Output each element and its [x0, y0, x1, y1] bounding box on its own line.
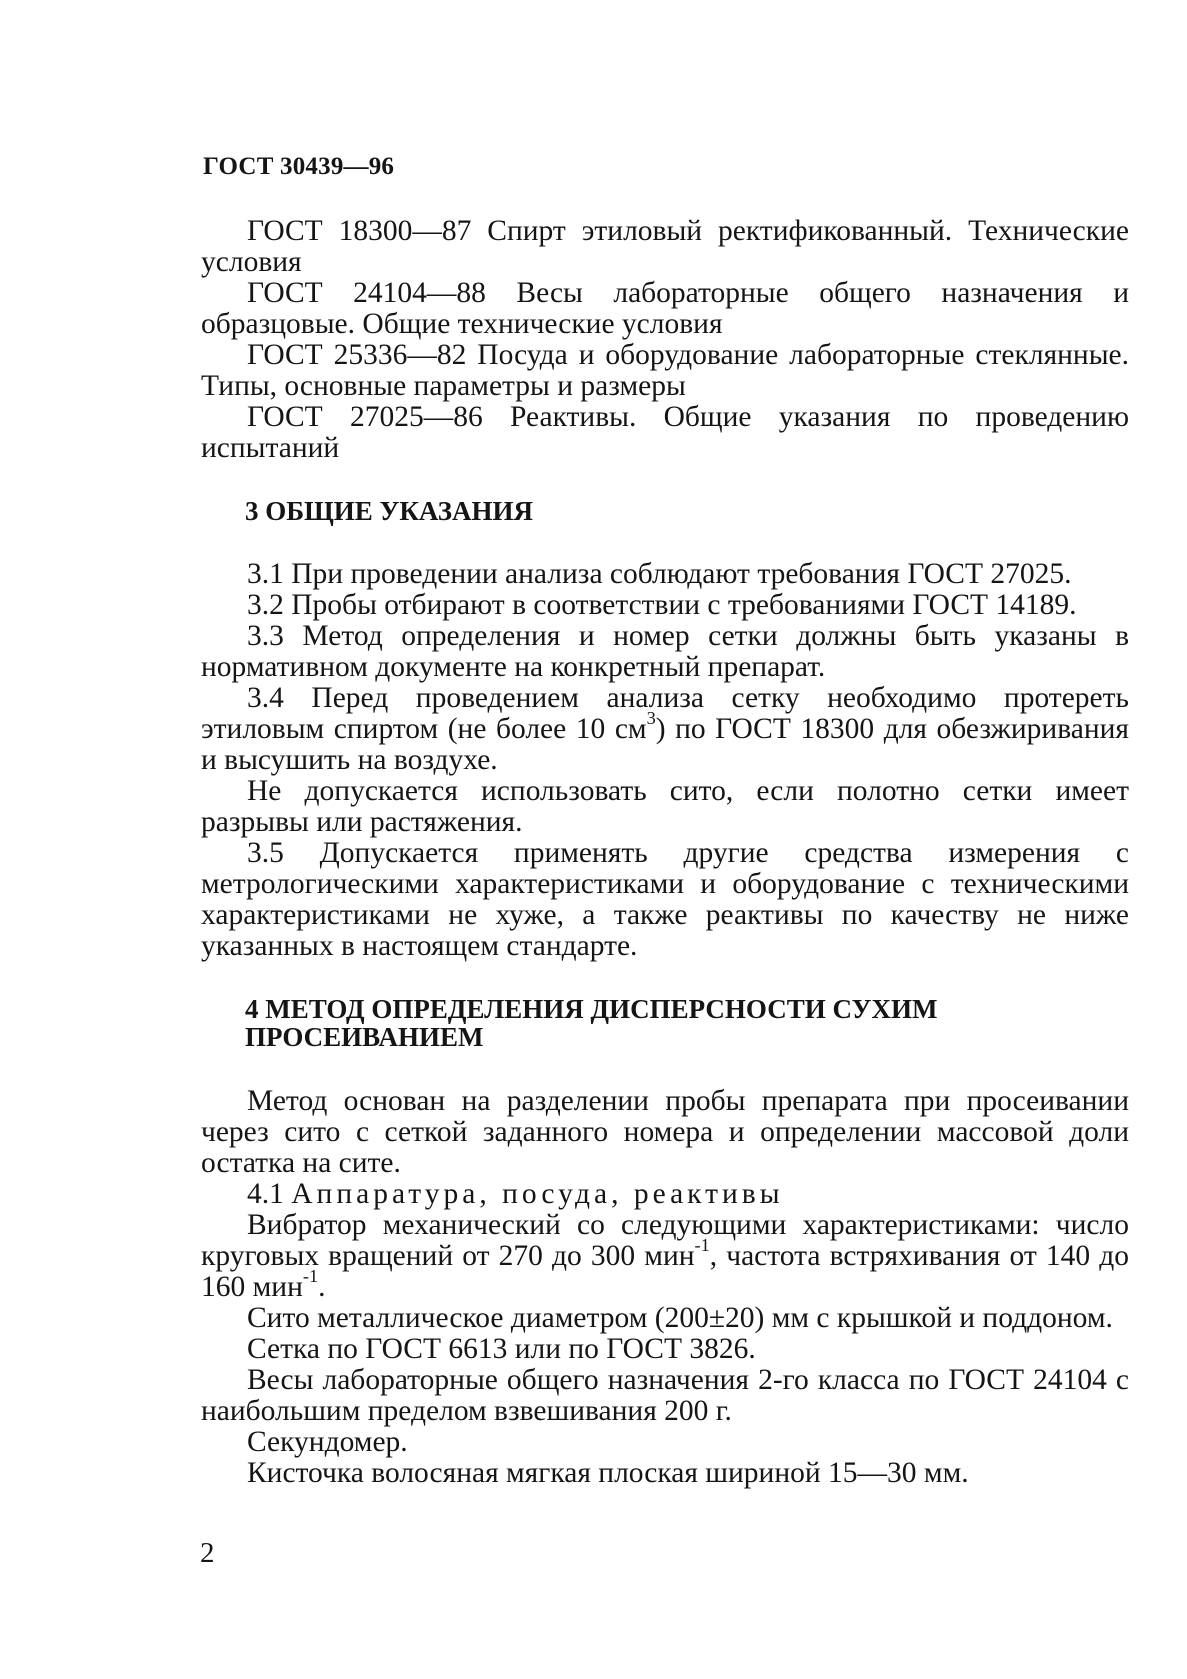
- reference-item: ГОСТ 25336—82 Посуда и оборудование лабораторные стеклянные. Типы, основные параметры и размеры: [201, 339, 1129, 402]
- clause-3-2: 3.2 Пробы отбирают в соответствии с требованиями ГОСТ 14189.: [247, 589, 1077, 621]
- clause-4-1-number: 4.1: [247, 1178, 284, 1210]
- section-4-heading-line-2: ПРОСЕИВАНИЕМ: [245, 1022, 484, 1052]
- section-3-body: [201, 559, 1129, 962]
- superscript: -1: [302, 1266, 319, 1287]
- section-3-heading-block: [201, 497, 1129, 525]
- clause-3-4-text-b: ) по ГОСТ 18300 для обезжиривания и высушить на воздухе.: [201, 713, 1129, 776]
- equipment-vibrator: [201, 1210, 1129, 1303]
- section-4-body: [201, 1086, 1129, 1489]
- clause-3-4-note: Не допускается использовать сито, если полотно сетки имеет разрывы или растяжения.: [201, 775, 1129, 838]
- equipment-scales: Весы лабораторные общего назначения 2-го класса по ГОСТ 24104 с наибольшим пределом взвешивания 200 г.: [201, 1364, 1129, 1427]
- clause-4-1-heading: Аппаратура, посуда, реактивы: [291, 1178, 784, 1210]
- vibrator-text-b: , частота встряхивания от 140 до 160 мин: [201, 1240, 1129, 1303]
- vibrator-text-a: Вибратор механический со следующими характеристиками: число круговых вращений от 270 до 300 мин: [201, 1209, 1129, 1272]
- equipment-stopwatch: Секундомер.: [247, 1426, 408, 1458]
- clause-3-5: 3.5 Допускается применять другие средства измерения с метрологическими характеристиками и оборудование с техническими характеристиками не хуже, а также реактивы по качеству не ниже указанных в настоящем стандарте.: [201, 837, 1129, 962]
- page-number: 2: [200, 1537, 215, 1569]
- equipment-sieve: Сито металлическое диаметром (200±20) мм с крышкой и поддоном.: [247, 1302, 1113, 1334]
- clause-3-4: [201, 683, 1129, 776]
- equipment-brush: Кисточка волосяная мягкая плоская шириной 15—30 мм.: [247, 1457, 969, 1489]
- superscript: 3: [646, 708, 656, 729]
- reference-item: ГОСТ 27025—86 Реактивы. Общие указания по проведению испытаний: [201, 401, 1129, 464]
- reference-item: ГОСТ 24104—88 Весы лабораторные общего назначения и образцовые. Общие технические условия: [201, 277, 1129, 340]
- document-header: ГОСТ 30439—96: [203, 153, 395, 180]
- superscript: -1: [694, 1235, 710, 1256]
- clause-4-1-title: [201, 1179, 1129, 1210]
- clause-3-3: 3.3 Метод определения и номер сетки должны быть указаны в нормативном документе на конкретный препарат.: [201, 620, 1129, 683]
- section-4-heading: [201, 995, 1129, 1051]
- section-4-intro: Метод основан на разделении пробы препарата при просеивании через сито с сеткой заданного номера и определении массовой доли остатка на сите.: [201, 1085, 1129, 1179]
- reference-item: ГОСТ 18300—87 Спирт этиловый ректификованный. Технические условия: [201, 215, 1129, 278]
- clause-3-1: 3.1 При проведении анализа соблюдают требования ГОСТ 27025.: [247, 558, 1072, 590]
- section-4-heading-block: [201, 995, 1129, 1051]
- references-list: [201, 216, 1129, 464]
- equipment-mesh: Сетка по ГОСТ 6613 или по ГОСТ 3826.: [247, 1333, 756, 1365]
- section-4-heading-line-1: 4 МЕТОД ОПРЕДЕЛЕНИЯ ДИСПЕРСНОСТИ СУХИМ: [245, 994, 938, 1024]
- vibrator-text-c: .: [318, 1271, 326, 1303]
- section-3-heading: 3 ОБЩИЕ УКАЗАНИЯ: [245, 496, 533, 526]
- clause-3-4-text-a: 3.4 Перед проведением анализа сетку необходимо протереть этиловым спиртом (не более 10 см: [201, 682, 1129, 745]
